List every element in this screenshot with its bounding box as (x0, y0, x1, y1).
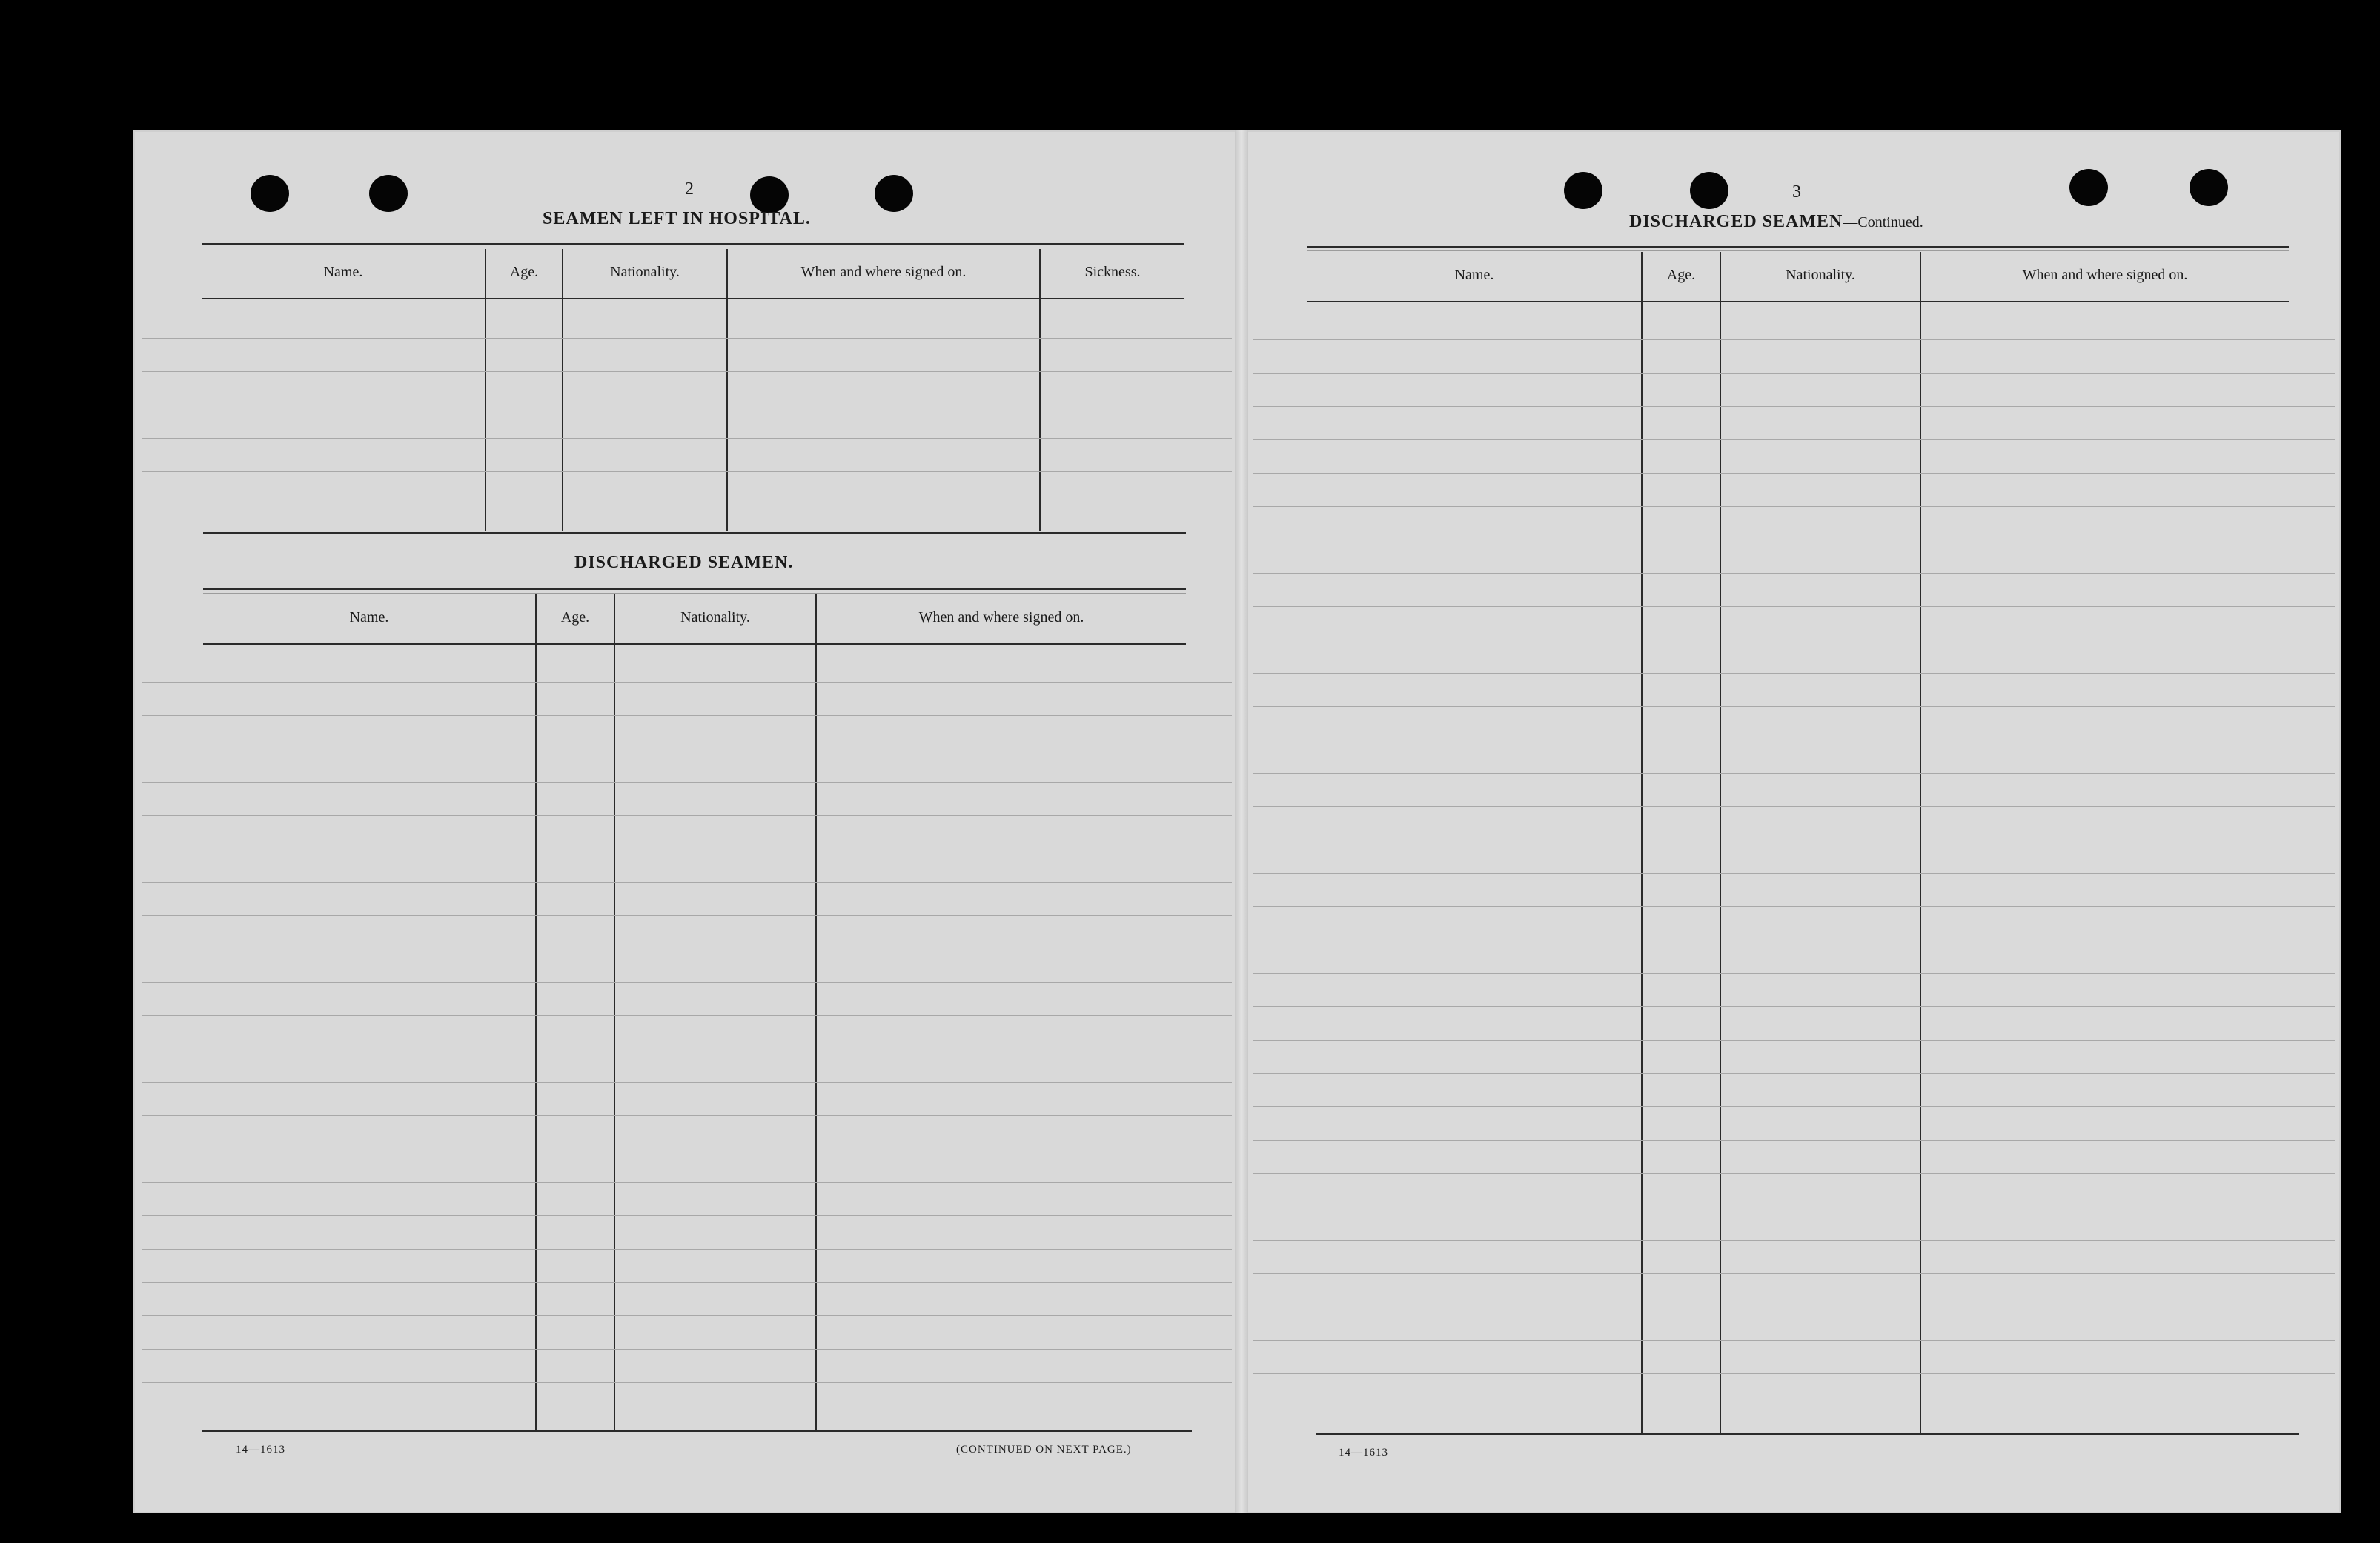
column-header-name: Name. (1454, 267, 1494, 283)
table-header-rule (202, 298, 1184, 299)
row-ruling (1253, 873, 2335, 874)
row-ruling (142, 438, 1232, 439)
column-divider (726, 249, 728, 531)
row-ruling (142, 371, 1232, 372)
row-ruling (142, 882, 1232, 883)
table-top-rule (1307, 250, 2289, 251)
row-ruling (142, 782, 1232, 783)
punch-hole (2069, 169, 2108, 206)
row-ruling (142, 1282, 1232, 1283)
row-ruling (1253, 1340, 2335, 1341)
column-divider (614, 594, 615, 1430)
table-top-rule (203, 593, 1186, 594)
row-ruling (1253, 973, 2335, 974)
row-ruling (1253, 373, 2335, 374)
column-header-signed-on: When and where signed on. (2022, 267, 2188, 283)
row-ruling (142, 682, 1232, 683)
row-ruling (142, 1182, 1232, 1183)
column-header-age: Age. (509, 264, 539, 280)
row-ruling (142, 338, 1232, 339)
row-ruling (1253, 473, 2335, 474)
discharged-section-title: DISCHARGED SEAMEN. (574, 553, 794, 572)
row-ruling (142, 1249, 1232, 1250)
row-ruling (1253, 806, 2335, 807)
table-top-rule (203, 588, 1186, 590)
column-divider (1920, 252, 1921, 1433)
table-top-rule (202, 243, 1184, 245)
column-header-nationality: Nationality. (610, 264, 680, 280)
row-ruling (1253, 1040, 2335, 1041)
row-ruling (1253, 1273, 2335, 1274)
column-header-name: Name. (323, 264, 363, 280)
row-ruling (1253, 606, 2335, 607)
row-ruling (142, 1349, 1232, 1350)
column-divider (1039, 249, 1041, 531)
table-bottom-rule (1316, 1433, 2299, 1435)
row-ruling (142, 1115, 1232, 1116)
punch-hole (2190, 169, 2228, 206)
row-ruling (142, 915, 1232, 916)
row-ruling (1253, 1006, 2335, 1007)
row-ruling (1253, 706, 2335, 707)
table-top-rule (1307, 246, 2289, 248)
row-ruling (1253, 339, 2335, 340)
row-ruling (1253, 1240, 2335, 1241)
column-header-signed-on: When and where signed on. (800, 264, 967, 280)
punch-hole (1564, 172, 1602, 209)
column-header-age: Age. (1666, 267, 1696, 283)
hospital-section-title: SEAMEN LEFT IN HOSPITAL. (543, 209, 811, 228)
punch-hole (369, 175, 408, 212)
row-ruling (1253, 439, 2335, 440)
column-header-name: Name. (349, 609, 389, 626)
column-divider (485, 249, 486, 531)
row-ruling (1253, 1173, 2335, 1174)
row-ruling (142, 1315, 1232, 1316)
row-ruling (1253, 506, 2335, 507)
form-number: 14—1613 (1339, 1447, 1388, 1459)
punch-hole (251, 175, 289, 212)
row-ruling (142, 471, 1232, 472)
table-bottom-rule (203, 532, 1186, 534)
column-divider (1720, 252, 1721, 1433)
row-ruling (1253, 906, 2335, 907)
form-number: 14—1613 (236, 1444, 285, 1456)
row-ruling (1253, 1106, 2335, 1107)
row-ruling (1253, 773, 2335, 774)
column-divider (562, 249, 563, 531)
row-ruling (142, 982, 1232, 983)
column-divider (535, 594, 537, 1430)
row-ruling (1253, 406, 2335, 407)
page-gutter (1235, 130, 1248, 1513)
column-header-signed-on: When and where signed on. (918, 609, 1084, 626)
table-header-rule (1307, 301, 2289, 302)
continued-suffix: —Continued. (1843, 214, 1923, 230)
row-ruling (142, 1015, 1232, 1016)
row-ruling (142, 1215, 1232, 1216)
column-divider (1641, 252, 1643, 1433)
column-divider (815, 594, 817, 1430)
row-ruling (142, 1382, 1232, 1383)
column-header-nationality: Nationality. (680, 609, 750, 626)
discharged-continued-title (1629, 212, 1923, 232)
page-number: 2 (685, 179, 694, 199)
row-ruling (1253, 1373, 2335, 1374)
table-bottom-rule (202, 1430, 1192, 1432)
row-ruling (1253, 1140, 2335, 1141)
continued-note: (CONTINUED ON NEXT PAGE.) (956, 1444, 1132, 1456)
column-header-age: Age. (560, 609, 590, 626)
table-header-rule (203, 643, 1186, 645)
punch-hole (875, 175, 913, 212)
row-ruling (142, 815, 1232, 816)
punch-hole (1690, 172, 1728, 209)
column-header-sickness: Sickness. (1084, 264, 1141, 280)
row-ruling (1253, 1073, 2335, 1074)
row-ruling (1253, 673, 2335, 674)
row-ruling (142, 715, 1232, 716)
row-ruling (1253, 573, 2335, 574)
row-ruling (142, 1082, 1232, 1083)
page-number: 3 (1792, 182, 1801, 202)
discharged-continued-title-text: DISCHARGED SEAMEN (1629, 212, 1843, 231)
column-header-nationality: Nationality. (1786, 267, 1855, 283)
punch-hole (750, 176, 789, 213)
